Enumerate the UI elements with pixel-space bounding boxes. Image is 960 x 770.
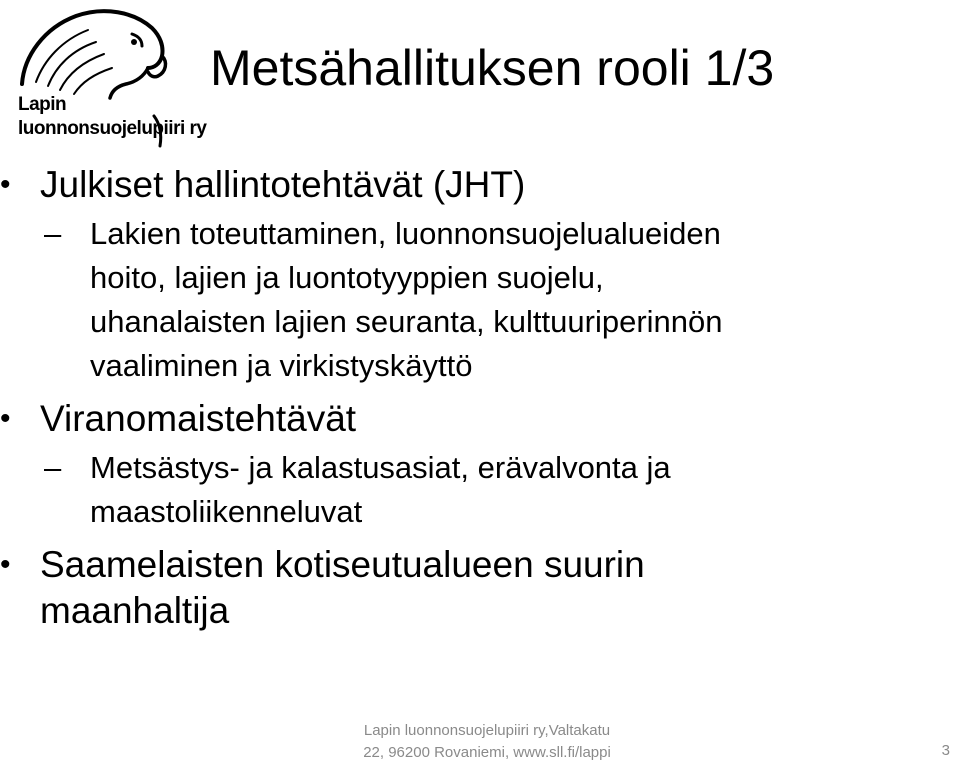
footer-line: 22, 96200 Rovaniemi, www.sll.fi/lappi [363,744,611,761]
sub-text-line: Lakien toteuttaminen, luonnonsuojelualueiden [90,216,721,251]
logo-text-line1: Lapin [18,94,67,115]
slide-content [0,162,940,634]
bullet-dot-icon: • [0,548,11,581]
logo-text-line2: luonnonsuojelupiiri ry [18,118,207,139]
dash-icon: – [44,216,62,251]
bullet-dot-icon: • [0,402,11,435]
page-number: 3 [941,742,950,759]
sub-text-line: hoito, lajien ja luontotyyppien suojelu, [90,260,604,295]
sub-item [0,446,940,534]
bullet-item [0,542,940,634]
slide-title: Metsähallituksen rooli 1/3 [210,40,775,96]
footer-line: Lapin luonnonsuojelupiiri ry,Valtakatu [363,722,611,739]
sub-text-line: uhanalaisten lajien seuranta, kulttuuriperinnön [90,304,723,339]
bullet-item [0,162,940,208]
sub-text-line: vaaliminen ja virkistyskäyttö [90,348,473,383]
bullet-text-line: Saamelaisten kotiseutualueen suurin [40,544,645,585]
sub-text-line: Metsästys- ja kalastusasiat, erävalvonta ja [90,450,671,485]
bullet-text: Viranomaistehtävät [40,398,357,439]
dash-icon: – [44,450,62,485]
bullet-text: Julkiset hallintotehtävät (JHT) [40,164,526,205]
bullet-dot-icon: • [0,168,11,201]
footer-address [332,720,642,764]
bullet-text-line: maanhaltija [40,590,230,631]
sub-item [0,212,940,388]
bullet-item [0,396,940,442]
sub-text-line: maastoliikenneluvat [90,494,363,529]
